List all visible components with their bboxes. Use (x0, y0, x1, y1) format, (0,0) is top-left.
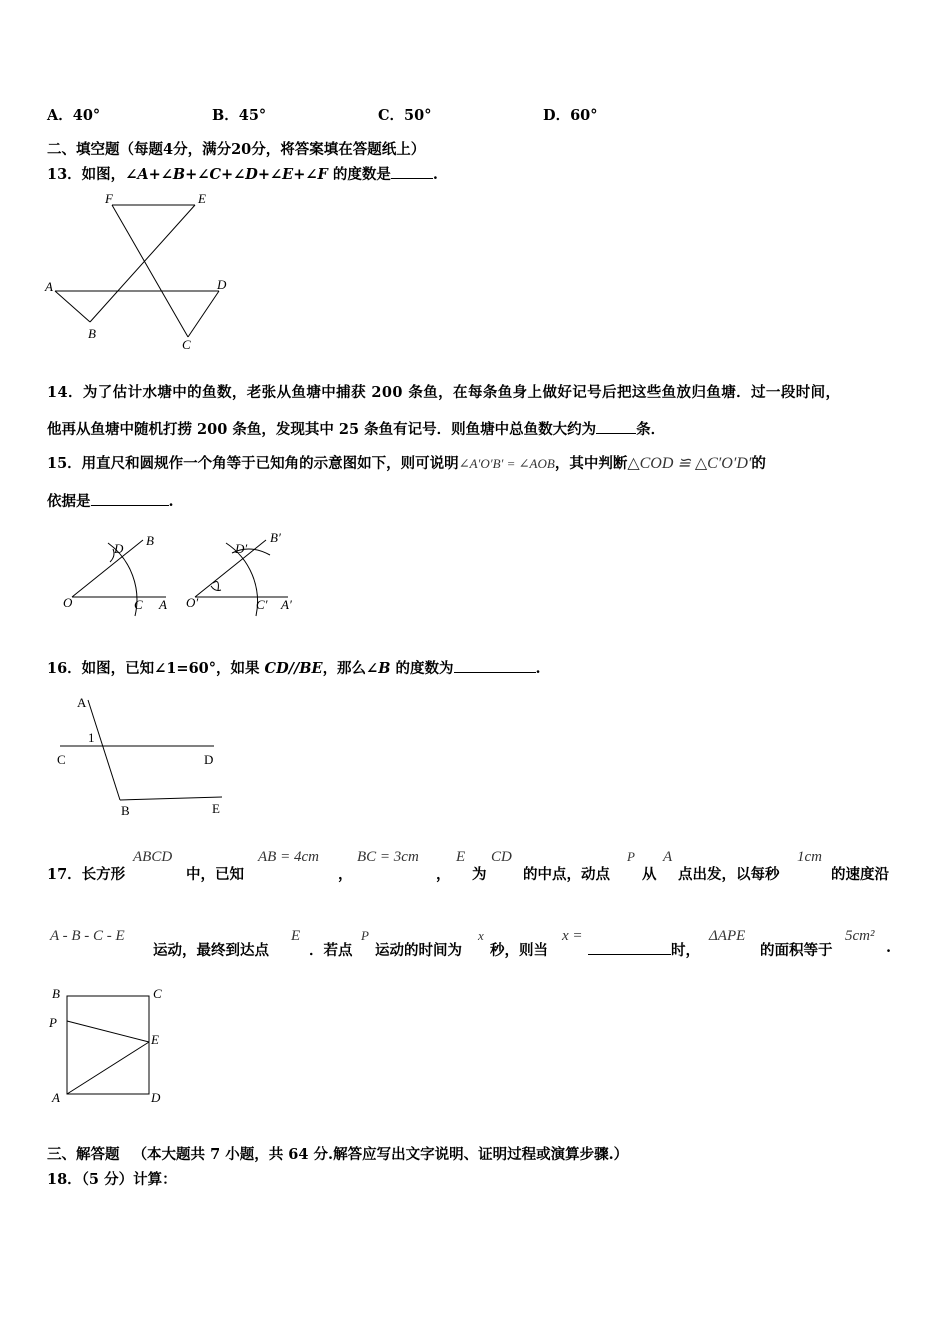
q17-text-7: 从 (642, 866, 657, 883)
q13-label-d: D (217, 277, 227, 292)
question-15-line-2 (47, 490, 174, 511)
q15-right-label-c: C′ (256, 597, 268, 612)
q17-row2-text-4: 秒，则当 (490, 942, 548, 959)
q15-left-label-a: A (159, 597, 167, 612)
q17-math-speed: 1cm (797, 849, 822, 865)
q15-right-label-d: D′ (235, 541, 248, 556)
q15-right-label-a: A′ (281, 597, 292, 612)
q17-text-1: 17．长方形 (47, 866, 126, 883)
q15-angle-equality: ∠A′O′B′ = ∠AOB (458, 456, 555, 471)
q17-figure (67, 996, 149, 1094)
section-3-detail: （本大题共 7 小题，共 64 分.解答应写出文字说明、证明过程或演算步骤.） (132, 1146, 629, 1163)
q16-mid: ，那么∠ (322, 660, 379, 677)
q17-text-9: 的速度沿 (831, 866, 889, 883)
question-14-line-1: 14．为了估计水塘中的鱼数，老张从鱼塘中捕获 200 条鱼，在每条鱼身上做好记号后把这些鱼放归鱼塘．过一段时间， (47, 384, 841, 401)
q16-suffix: 的度数为 (390, 660, 454, 677)
q16-parallel: CD//BE (264, 660, 323, 677)
q17-row2-end: . (886, 939, 892, 956)
q15-line2-text: 依据是 (47, 493, 91, 510)
q17-math-cd: CD (491, 849, 512, 865)
q17-text-8: 点出发，以每秒 (678, 866, 780, 883)
q17-math-p2: P (361, 928, 369, 943)
q17-math-e: E (456, 849, 466, 865)
q17-answer-blank-wrap (588, 939, 700, 960)
question-16-text (47, 657, 541, 678)
q17-label-c: C (153, 986, 162, 1001)
q17-math-bc: BC = 3cm (357, 849, 419, 865)
q16-label-1: 1 (88, 730, 95, 745)
q17-label-e: E (151, 1032, 159, 1047)
option-a: A．40° (47, 107, 101, 124)
q16-answer-blank (454, 658, 536, 673)
question-18-text: 18．（5 分）计算： (47, 1171, 177, 1188)
q17-text-3: ， (338, 866, 353, 883)
q17-row2-text-2: ．若点 (309, 942, 353, 959)
option-c: C．50° (378, 107, 432, 124)
q14-answer-blank (596, 419, 636, 434)
q14-line2-end: 条． (636, 421, 666, 438)
q17-math-area: 5cm² (845, 928, 875, 944)
q17-row2-text-1: 运动，最终到达点 (153, 942, 269, 959)
q15-left-label-b: B (146, 533, 154, 548)
q17-text-4: ， (436, 866, 451, 883)
q17-text-5: 为 (472, 866, 487, 883)
question-14-line-2 (47, 418, 665, 439)
q17-answer-blank (588, 940, 671, 955)
q16-figure (60, 700, 222, 800)
section-3-title: 三、解答题 (47, 1146, 120, 1163)
q16-label-c: C (57, 752, 66, 767)
q13-suffix: 的度数是 (327, 166, 391, 183)
q17-math-x-eq: x = (562, 928, 583, 944)
q17-math-triangle: ΔAPE (709, 928, 746, 944)
option-d: D．60° (543, 107, 598, 124)
q17-math-x: x (478, 928, 484, 943)
q15-prefix: 15．用直尺和圆规作一个角等于已知角的示意图如下，则可说明 (47, 455, 459, 472)
q17-math-path: A - B - C - E (50, 928, 125, 944)
q17-row2-text-3: 运动的时间为 (375, 942, 462, 959)
q17-label-a: A (52, 1090, 60, 1105)
q16-label-b: B (121, 803, 130, 818)
q17-math-a: A (663, 849, 673, 865)
q17-text-6: 的中点，动点 (523, 866, 610, 883)
q16-label-d: D (204, 752, 214, 767)
section-2-heading: 二、填空题（每题4分，满分20分，将答案填在答题纸上） (47, 141, 426, 158)
q17-label-b: B (52, 986, 60, 1001)
q15-end: . (168, 493, 174, 510)
q13-label-a: A (45, 279, 53, 294)
q15-left-label-d: D (114, 541, 124, 556)
q16-prefix: 16．如图，已知∠1=60°，如果 (47, 660, 265, 677)
q16-angle-b: B (378, 660, 391, 677)
q17-math-p: P (627, 849, 635, 864)
q13-end: . (432, 166, 438, 183)
option-b: B．45° (212, 107, 267, 124)
q13-label-b: B (88, 326, 96, 341)
q13-label-e: E (198, 191, 206, 206)
q13-label-c: C (182, 337, 191, 352)
q16-label-e: E (212, 801, 220, 816)
q15-right-label-b: B′ (270, 530, 281, 545)
q15-suffix: 的 (751, 455, 766, 472)
q17-math-ab: AB = 4cm (258, 849, 319, 865)
section-3-heading (47, 1143, 628, 1164)
q17-math-e2: E (291, 928, 301, 944)
q13-angle-expr: ∠A+∠B+∠C+∠D+∠E+∠F (125, 166, 328, 183)
q13-label-f: F (105, 191, 113, 206)
q17-text-2: 中，已知 (186, 866, 244, 883)
q15-left-label-c: C (134, 597, 143, 612)
q17-label-p: P (49, 1015, 57, 1030)
q15-left-label-o: O (63, 595, 73, 610)
q17-math-abcd: ABCD (133, 849, 173, 865)
question-15-line-1 (47, 452, 766, 473)
q17-row2-text-6: 的面积等于 (760, 942, 833, 959)
q14-line2-text: 他再从鱼塘中随机打捞 200 条鱼，发现其中 25 条鱼有记号．则鱼塘中总鱼数大约为 (47, 421, 597, 438)
q13-prefix: 13．如图， (47, 166, 126, 183)
q16-label-a: A (77, 695, 87, 710)
q17-row2-text-5: 时， (671, 942, 700, 959)
q16-end: . (535, 660, 541, 677)
q15-right-label-o: O′ (186, 595, 199, 610)
q15-mid: ，其中判断 (554, 455, 628, 472)
q15-answer-blank (91, 491, 169, 506)
q15-congruence: △COD ≌ △C′O′D′ (627, 455, 752, 472)
q17-label-d: D (151, 1090, 161, 1105)
